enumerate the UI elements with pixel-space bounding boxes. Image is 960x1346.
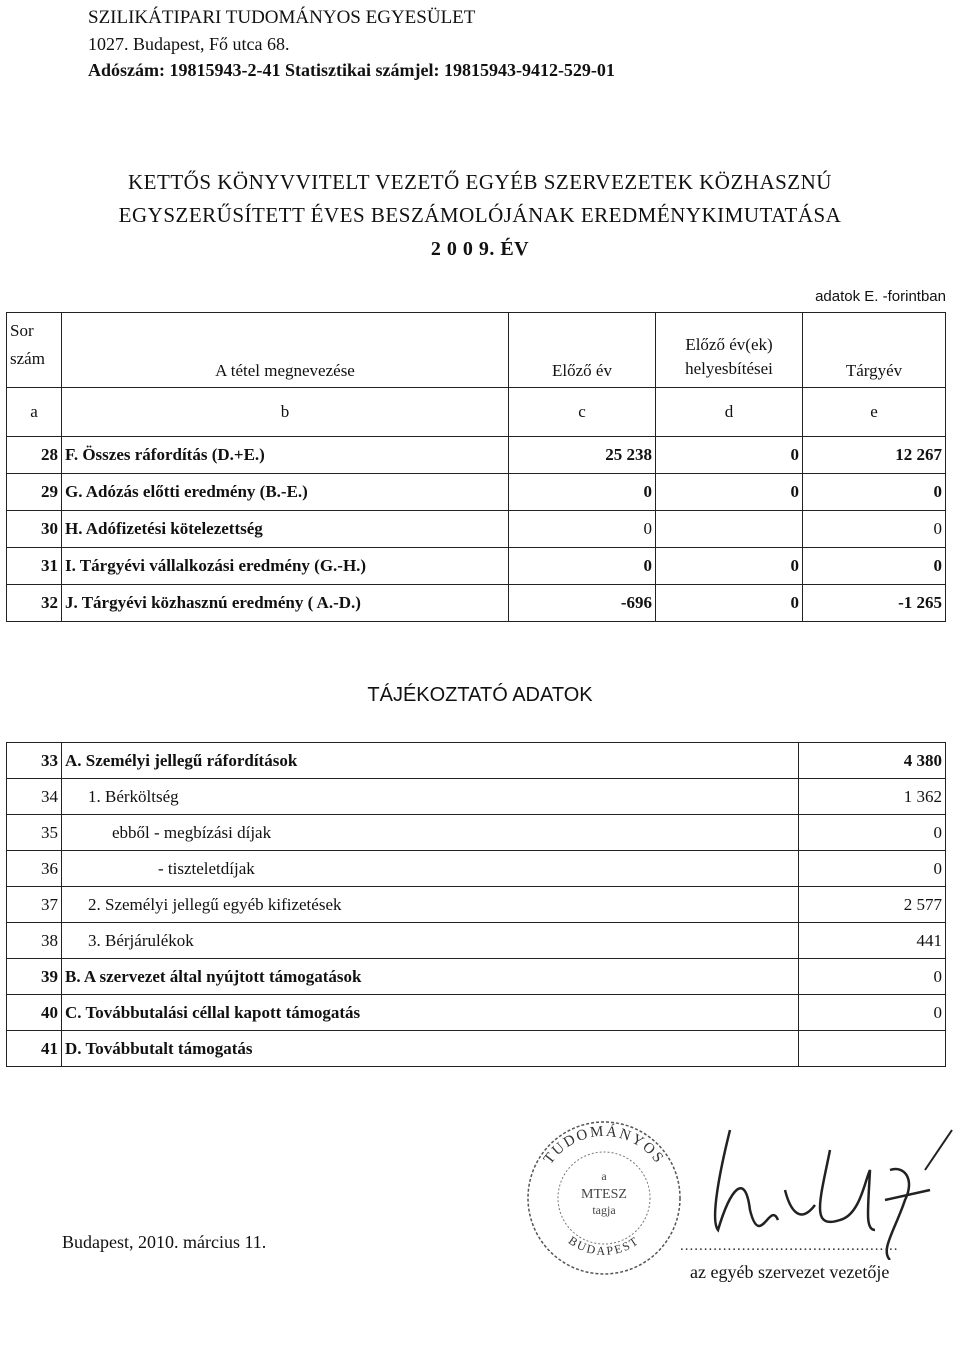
row-current: 0 — [803, 474, 946, 511]
row-value: 4 380 — [799, 743, 946, 779]
letter-d: d — [656, 388, 803, 437]
row-value: 0 — [799, 995, 946, 1031]
row-current: 0 — [803, 548, 946, 585]
row-current: 0 — [803, 511, 946, 548]
row-name: H. Adófizetési kötelezettség — [62, 511, 509, 548]
row-adj: 0 — [656, 437, 803, 474]
row-value: 0 — [799, 959, 946, 995]
stamp-text-bottom: BUDAPEST — [566, 1233, 642, 1258]
header-adj-line1: Előző év(ek) — [685, 335, 773, 354]
table-row — [7, 743, 946, 779]
row-name: B. A szervezet által nyújtott támogatások — [62, 959, 799, 995]
row-current: -1 265 — [803, 585, 946, 622]
row-value: 441 — [799, 923, 946, 959]
table-row — [7, 548, 946, 585]
row-number: 37 — [7, 887, 62, 923]
svg-text:BUDAPEST — [566, 1233, 642, 1258]
report-year: 2 0 0 9. ÉV — [430, 238, 530, 260]
table-header-row — [7, 313, 946, 388]
table-row — [7, 815, 946, 851]
letter-c: c — [509, 388, 656, 437]
row-number: 40 — [7, 995, 62, 1031]
row-name: J. Tárgyévi közhasznú eredmény ( A.-D.) — [62, 585, 509, 622]
row-prev: 0 — [509, 511, 656, 548]
row-number: 35 — [7, 815, 62, 851]
row-prev: 25 238 — [509, 437, 656, 474]
row-prev: 0 — [509, 474, 656, 511]
letter-b: b — [62, 388, 509, 437]
header-sor — [7, 313, 62, 388]
units-note: adatok E. -forintban — [815, 288, 946, 305]
table-row — [7, 585, 946, 622]
row-number: 31 — [7, 548, 62, 585]
table-row — [7, 851, 946, 887]
table-row — [7, 887, 946, 923]
row-adj: 0 — [656, 474, 803, 511]
row-number: 28 — [7, 437, 62, 474]
table-row — [7, 923, 946, 959]
row-value — [799, 1031, 946, 1067]
header-current: Tárgyév — [803, 313, 946, 388]
report-title-line1: KETTŐS KÖNYVVITELT VEZETŐ EGYÉB SZERVEZETEK KÖZHASZNÚ — [128, 170, 832, 194]
row-number: 36 — [7, 851, 62, 887]
row-name: 3. Bérjárulékok — [62, 923, 799, 959]
row-prev: -696 — [509, 585, 656, 622]
table-row — [7, 959, 946, 995]
row-value: 1 362 — [799, 779, 946, 815]
header-sor-line2: szám — [10, 349, 45, 368]
column-letter-row — [7, 388, 946, 437]
signature-line: .............................................. — [680, 1238, 899, 1254]
stamp-center-3: tagja — [592, 1203, 616, 1217]
row-adj — [656, 511, 803, 548]
row-number: 33 — [7, 743, 62, 779]
header-name: A tétel megnevezése — [62, 313, 509, 388]
report-title-line2: EGYSZERŰSÍTETT ÉVES BESZÁMOLÓJÁNAK EREDMÉNYKIMUTATÁSA — [118, 203, 842, 227]
info-section-title: TÁJÉKOZTATÓ ADATOK — [367, 684, 593, 706]
info-data-table — [6, 742, 946, 1067]
row-number: 29 — [7, 474, 62, 511]
place-date: Budapest, 2010. március 11. — [62, 1232, 267, 1252]
row-name: - tiszteletdíjak — [62, 851, 799, 887]
table-row — [7, 474, 946, 511]
row-number: 30 — [7, 511, 62, 548]
table-row — [7, 995, 946, 1031]
row-name: D. Továbbutalt támogatás — [62, 1031, 799, 1067]
row-name: A. Személyi jellegű ráfordítások — [62, 743, 799, 779]
table-row — [7, 1031, 946, 1067]
header-prev: Előző év — [509, 313, 656, 388]
letter-e: e — [803, 388, 946, 437]
row-number: 38 — [7, 923, 62, 959]
row-current: 12 267 — [803, 437, 946, 474]
row-name: 1. Bérköltség — [62, 779, 799, 815]
row-value: 0 — [799, 815, 946, 851]
org-name: SZILIKÁTIPARI TUDOMÁNYOS EGYESÜLET — [88, 7, 476, 28]
header-adj-line2: helyesbítései — [685, 359, 773, 378]
signatory-caption: az egyéb szervezet vezetője — [690, 1262, 890, 1282]
row-value: 0 — [799, 851, 946, 887]
org-address: 1027. Budapest, Fő utca 68. — [88, 34, 290, 54]
row-name: G. Adózás előtti eredmény (B.-E.) — [62, 474, 509, 511]
row-adj: 0 — [656, 585, 803, 622]
row-number: 34 — [7, 779, 62, 815]
row-prev: 0 — [509, 548, 656, 585]
letter-a: a — [7, 388, 62, 437]
table-row — [7, 779, 946, 815]
income-statement-table — [6, 312, 946, 622]
row-name: C. Továbbutalási céllal kapott támogatás — [62, 995, 799, 1031]
row-name: ebből - megbízási díjak — [62, 815, 799, 851]
header-sor-line1: Sor — [10, 321, 34, 340]
row-name: F. Összes ráfordítás (D.+E.) — [62, 437, 509, 474]
row-number: 32 — [7, 585, 62, 622]
row-number: 39 — [7, 959, 62, 995]
row-adj: 0 — [656, 548, 803, 585]
header-adj — [656, 313, 803, 388]
svg-text:TUDOMÁNYOS — [541, 1123, 667, 1168]
row-number: 41 — [7, 1031, 62, 1067]
stamp-center-1: a — [601, 1169, 607, 1183]
stamp-center-2: MTESZ — [581, 1187, 627, 1202]
stamp-text-top: TUDOMÁNYOS — [540, 1123, 668, 1168]
row-name: 2. Személyi jellegű egyéb kifizetések — [62, 887, 799, 923]
table-row — [7, 437, 946, 474]
row-value: 2 577 — [799, 887, 946, 923]
table-row — [7, 511, 946, 548]
organization-stamp — [518, 1108, 688, 1278]
org-tax-line: Adószám: 19815943-2-41 Statisztikai számjel: 19815943-9412-529-01 — [88, 60, 615, 80]
row-name: I. Tárgyévi vállalkozási eredmény (G.-H.) — [62, 548, 509, 585]
